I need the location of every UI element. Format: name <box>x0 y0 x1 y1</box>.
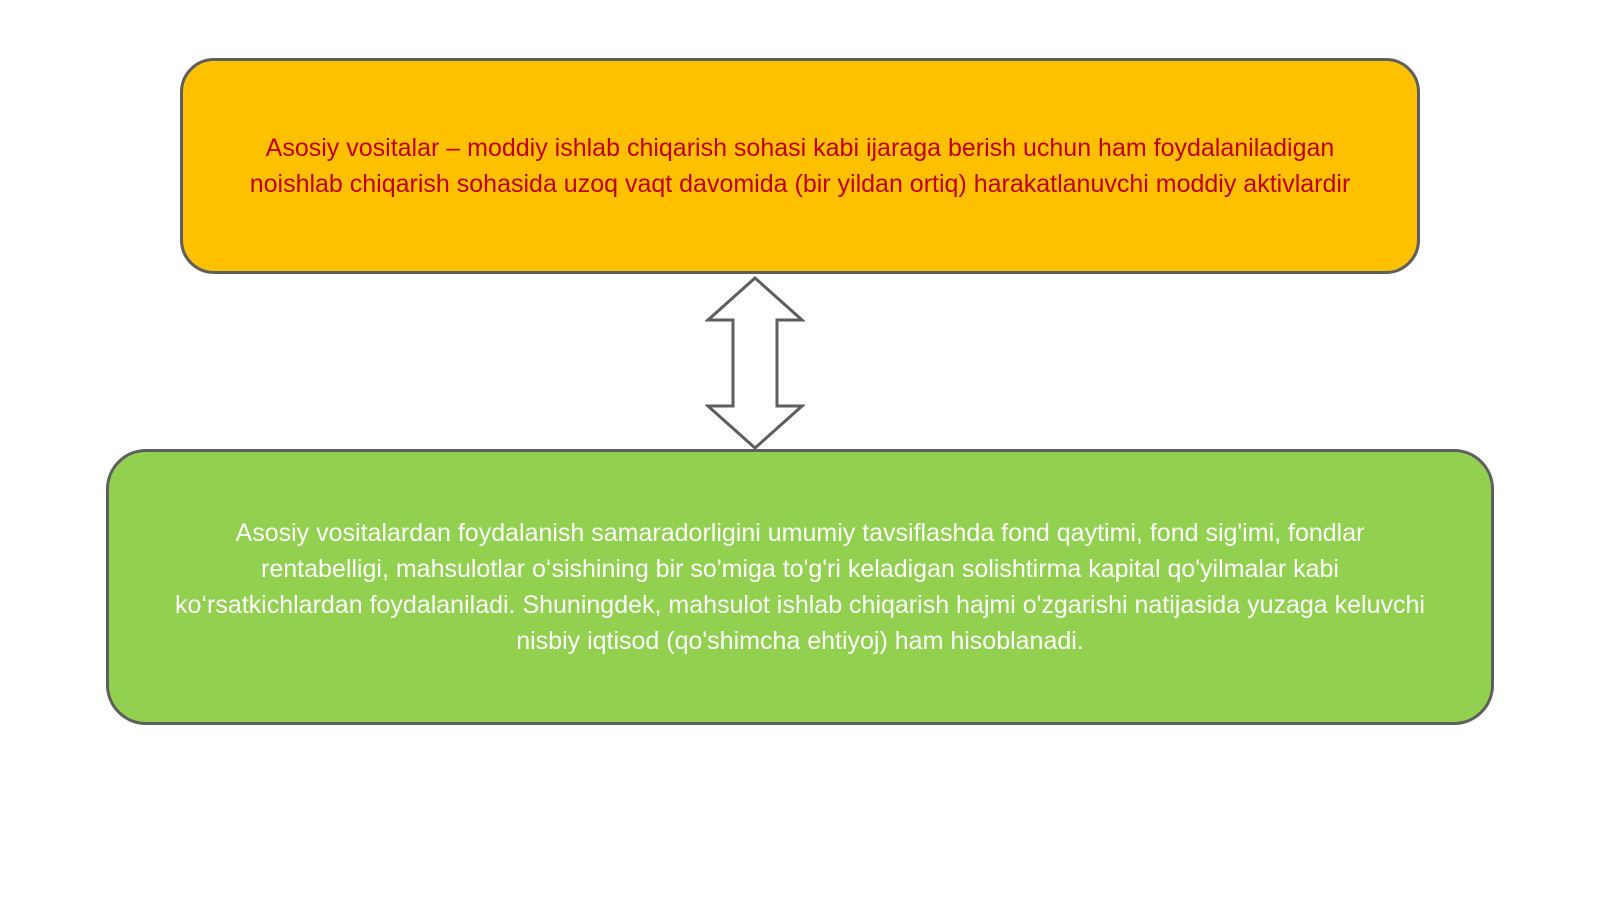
double-arrow-shape <box>708 278 802 448</box>
double-arrow-icon <box>705 275 805 451</box>
indicators-box <box>106 449 1494 725</box>
indicators-text: Asosiy vositalardan foydalanish samaradorligini umumiy tavsiflashda fond qaytimi, fond sig'imi, fondlar rentabelligi, mahsulotlar o‘sishining bir so'miga to'g'ri keladigan solishtirma kapital qo'yilmalar kabi ko‘rsatkichlardan foydalaniladi. Shuningdek, mahsulot ishlab chiqarish hajmi o'zgarishi natijasida yuzaga keluvchi nisbiy iqtisod (qo'shimcha ehtiyoj) ham hisoblanadi. <box>175 519 1425 655</box>
definition-box <box>180 58 1420 274</box>
definition-text: Asosiy vositalar – moddiy ishlab chiqarish sohasi kabi ijaraga berish uchun ham foydalaniladigan noishlab chiqarish sohasida uzoq vaqt davomida (bir yildan ortiq) harakatlanuvchi moddiy aktivlardir <box>249 134 1351 198</box>
